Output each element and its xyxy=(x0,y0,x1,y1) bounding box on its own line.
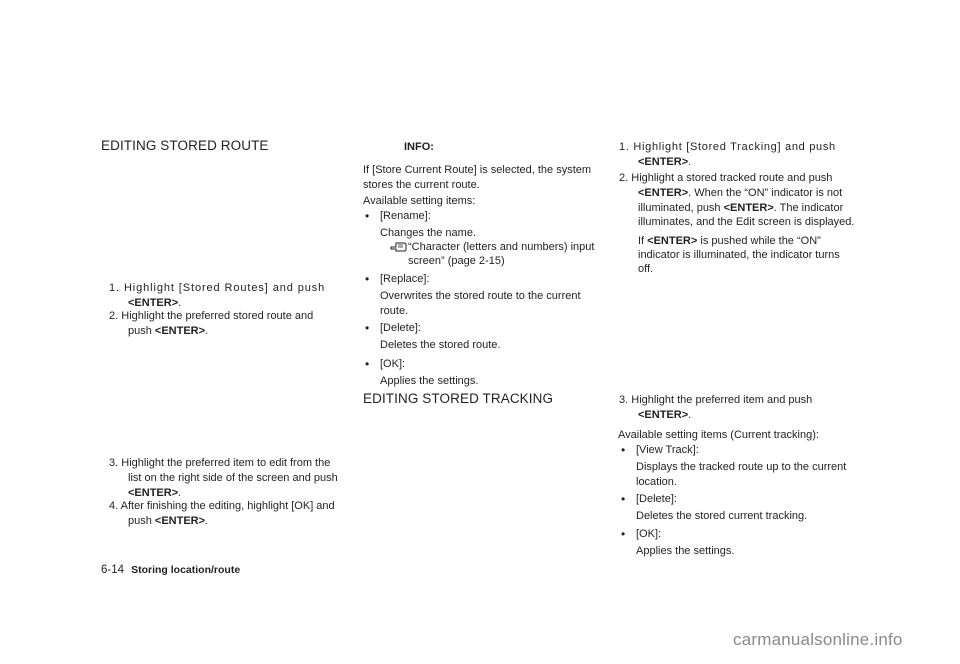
step-number: 2. xyxy=(619,172,629,184)
step-number: 1. xyxy=(619,141,630,153)
enter-key-label: <ENTER> xyxy=(638,187,689,199)
item-label: [OK]: xyxy=(636,528,662,540)
step-number: 4. xyxy=(109,500,119,512)
reference-hand-icon xyxy=(390,240,408,254)
enter-key-label: <ENTER> xyxy=(638,156,689,168)
step-text: . When the “ON” indicator is not xyxy=(688,187,843,199)
info-title: INFO: xyxy=(404,141,434,153)
item-desc: Changes the name. xyxy=(380,227,477,239)
step-text: If xyxy=(638,235,648,247)
item-desc: location. xyxy=(636,476,677,488)
bullet: • xyxy=(365,357,370,371)
item-desc: route. xyxy=(380,305,409,317)
period: . xyxy=(205,325,209,337)
item-desc: Deletes the stored route. xyxy=(380,339,501,351)
watermark-link[interactable]: carmanualsonline.info xyxy=(733,630,903,649)
available-setting-items: Available setting items: xyxy=(363,195,476,207)
bullet: • xyxy=(365,272,370,286)
bullet: • xyxy=(621,527,626,541)
heading-editing-stored-tracking: EDITING STORED TRACKING xyxy=(363,391,554,406)
step-text: illuminated, push xyxy=(638,202,724,214)
bullet: • xyxy=(621,492,626,506)
heading-editing-stored-route: EDITING STORED ROUTE xyxy=(101,138,269,153)
step-number: 2. xyxy=(109,310,119,322)
bullet: • xyxy=(365,209,370,223)
item-label: [Delete]: xyxy=(636,493,677,505)
step-text: Highlight a stored tracked route and push xyxy=(631,172,833,184)
info-line-1: If [Store Current Route] is selected, the system xyxy=(363,164,592,176)
item-label: [Replace]: xyxy=(380,273,430,285)
period: . xyxy=(688,156,692,168)
step-text: illuminates, and the Edit screen is displayed. xyxy=(638,216,855,228)
reference-line-1: “Character (letters and numbers) input xyxy=(408,241,595,253)
step-text: . The indicator xyxy=(773,202,844,214)
step-number: 3. xyxy=(619,394,629,406)
step-text: off. xyxy=(638,263,654,275)
enter-key-label: <ENTER> xyxy=(723,202,774,214)
enter-key-label: <ENTER> xyxy=(638,409,689,421)
step-text: list on the right side of the screen and push xyxy=(128,472,338,484)
item-desc: Overwrites the stored route to the current xyxy=(380,290,581,302)
enter-key-label: <ENTER> xyxy=(154,325,206,337)
enter-key-label: <ENTER> xyxy=(128,487,179,499)
step-text: indicator is illuminated, the indicator turns xyxy=(638,249,840,261)
bullet: • xyxy=(365,321,370,335)
step-number: 1. xyxy=(109,282,120,294)
bullet: • xyxy=(621,443,626,457)
item-desc: Displays the tracked route up to the current xyxy=(636,461,847,473)
step-text: Highlight the preferred item and push xyxy=(631,394,813,406)
step-text: Highlight the preferred item to edit from the xyxy=(121,457,331,469)
reference-line-2: screen” (page 2-15) xyxy=(408,255,505,267)
item-label: [Delete]: xyxy=(380,322,421,334)
period: . xyxy=(178,487,182,499)
step-number: 3. xyxy=(109,457,119,469)
page-number: 6-14 xyxy=(101,564,125,576)
available-setting-items-tracking: Available setting items (Current tracking): xyxy=(618,429,819,441)
enter-key-label: <ENTER> xyxy=(154,515,206,527)
step-text: push xyxy=(128,325,155,337)
step-text: Highlight [Stored Tracking] and push xyxy=(633,141,836,153)
chapter-title: Storing location/route xyxy=(131,564,241,576)
period: . xyxy=(688,409,692,421)
step-text: Highlight the preferred stored route and xyxy=(121,310,314,322)
enter-key-label: <ENTER> xyxy=(647,235,698,247)
item-label: [View Track]: xyxy=(636,444,699,456)
period: . xyxy=(205,515,209,527)
info-line-2: stores the current route. xyxy=(363,179,480,191)
step-text: push xyxy=(128,515,155,527)
page-footer xyxy=(101,563,240,577)
period: . xyxy=(178,297,182,309)
step-text: is pushed while the “ON” xyxy=(697,235,821,247)
item-label: [Rename]: xyxy=(380,210,431,222)
item-desc: Deletes the stored current tracking. xyxy=(636,510,808,522)
step-text: Highlight [Stored Routes] and push xyxy=(123,282,326,294)
item-desc: Applies the settings. xyxy=(380,375,479,387)
step-text: After finishing the editing, highlight [OK] and xyxy=(120,500,335,512)
enter-key-label: <ENTER> xyxy=(128,297,179,309)
item-label: [OK]: xyxy=(380,358,406,370)
item-desc: Applies the settings. xyxy=(636,545,735,557)
